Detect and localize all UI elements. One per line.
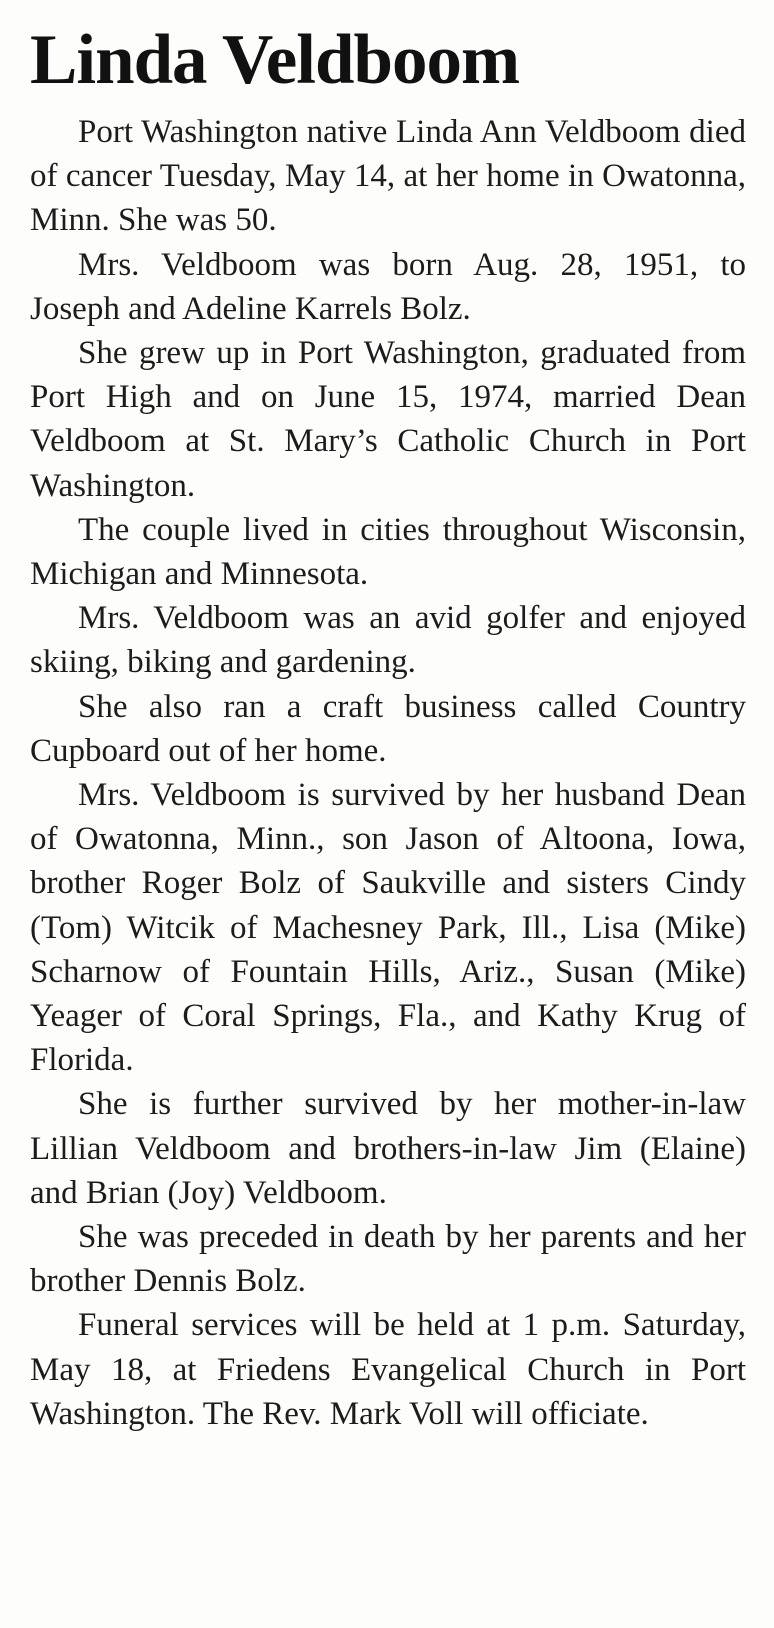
paragraph-marriage: She grew up in Port Washington, graduated from Port High and on June 15, 1974, married Dean Veldboom at St. Mary’s Catholic Church in Port Washington. [30, 335, 746, 504]
paragraph-death-notice: Port Washington native Linda Ann Veldboom died of cancer Tuesday, May 14, at her home in Owatonna, Minn. She was 50. [30, 114, 746, 239]
paragraph-survivors: Mrs. Veldboom is survived by her husband Dean of Owatonna, Minn., son Jason of Altoona, Iowa, brother Roger Bolz of Saukville and sisters Cindy (Tom) Witcik of Machesney Park, Ill., Lisa (Mike) Scharnow of Fountain Hills, Ariz., Susan (Mike) Yeager of Coral Springs, Fla., and Kathy Krug of Florida. [30, 777, 746, 1079]
paragraph-residence: The couple lived in cities throughout Wisconsin, Michigan and Minnesota. [30, 511, 746, 593]
paragraph-funeral: Funeral services will be held at 1 p.m. Saturday, May 18, at Friedens Evangelical Church in Port Washington. The Rev. Mark Voll will officiate. [30, 1307, 746, 1432]
headline: Linda Veldboom [30, 21, 520, 99]
paragraph-in-laws: She is further survived by her mother-in-law Lillian Veldboom and brothers-in-law Jim (Elaine) and Brian (Joy) Veldboom. [30, 1086, 746, 1211]
paragraph-preceded: She was preceded in death by her parents and her brother Dennis Bolz. [30, 1219, 746, 1300]
article-body [30, 110, 746, 1436]
paragraph-birth: Mrs. Veldboom was born Aug. 28, 1951, to Joseph and Adeline Karrels Bolz. [30, 246, 746, 327]
paragraph-hobbies: Mrs. Veldboom was an avid golfer and enjoyed skiing, biking and gardening. [30, 600, 746, 681]
paragraph-business: She also ran a craft business called Country Cupboard out of her home. [30, 688, 746, 769]
